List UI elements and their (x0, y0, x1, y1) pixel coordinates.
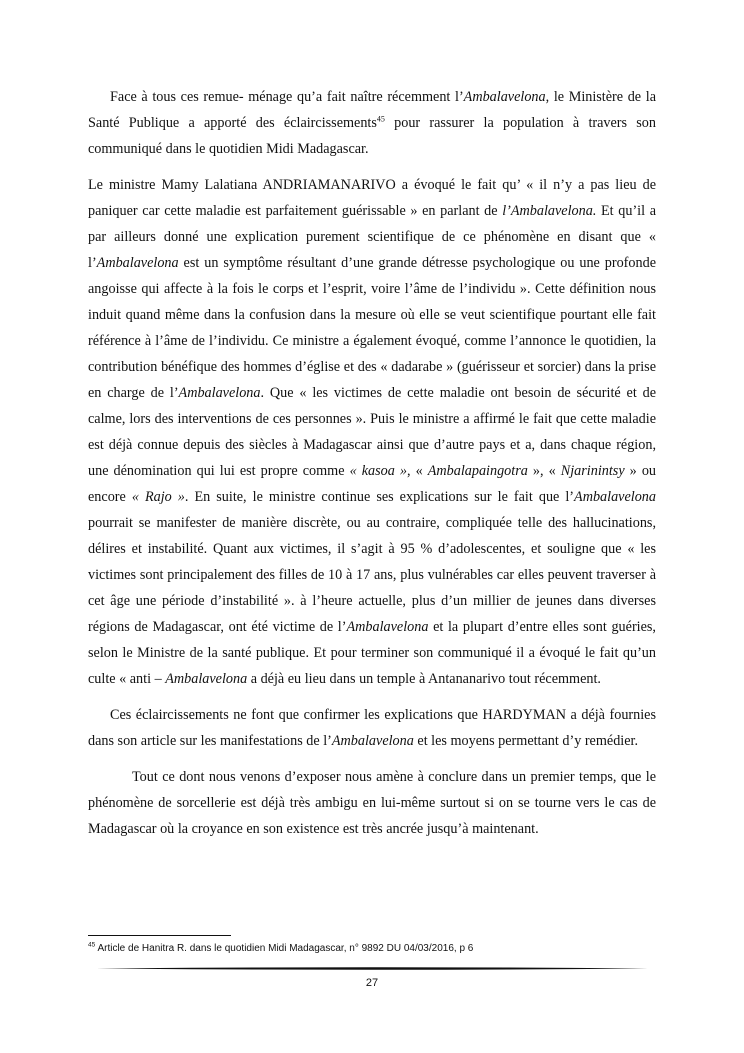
italic-term: l’Ambalavelona. (502, 203, 597, 219)
text-run: et les moyens permettant d’y remédier. (413, 733, 639, 749)
italic-term: Njarinintsy (560, 463, 625, 479)
text-run: Tout ce dont nous venons d’exposer nous amène à conclure dans un premier temps, que le phénomène de sorcellerie est déjà très ambigu en lui-même surtout si on se tourne vers le cas de Madagascar où la croyance en son existence est très ancrée jusqu’à maintenant. (88, 769, 656, 837)
italic-term: Ambalavelona (346, 619, 429, 635)
text-run: Et qu’il a par ailleurs donné une explication purement scientifique de ce phénomène en disant que « l’ (88, 203, 656, 271)
page-number: 27 (365, 977, 379, 989)
paragraph-4 (88, 764, 656, 842)
paragraph-1 (88, 84, 656, 162)
text-run: a déjà eu lieu dans un temple à Antananarivo tout récemment. (247, 671, 601, 687)
text-run: . Que « les victimes de cette maladie ont besoin de sécurité et de calme, lors des interventions de ces personnes ». Puis le ministre a affirmé le fait que cette maladie est déjà connue depuis des siècles à Madagascar ainsi que d’autre pays et a, dans chaque région, une dénomination qui lui est propre comme (88, 385, 657, 479)
text-run: » ou encore (88, 463, 657, 505)
italic-term: Ambalavelona (165, 671, 248, 687)
footnote (88, 942, 668, 956)
italic-term: Ambalavelona (96, 255, 179, 271)
text-run: Face à tous ces remue- ménage qu’a fait naître récemment l’ (110, 89, 464, 105)
italic-term: Ambalavelona (574, 489, 656, 505)
text-run: pour rassurer la population à travers son communiqué dans le quotidien Midi Madagascar. (88, 115, 656, 157)
footer-divider (96, 966, 648, 971)
text-run: Le ministre Mamy Lalatiana ANDRIAMANARIVO a évoqué le fait qu’ « il n’y a pas lieu de paniquer car cette maladie est parfaitement guérissable » en parlant de (88, 177, 656, 219)
text-run: et la plupart d’entre elles sont guéries, selon le Ministre de la santé publique. Et pour terminer son communiqué il a évoqué le fait qu’un culte « anti – (88, 619, 656, 687)
text-run: , le Ministère de la Santé Publique a apporté des éclaircissements (88, 89, 656, 131)
footnote-text: Article de Hanitra R. dans le quotidien Midi Madagascar, n° 9892 DU 04/03/2016, p 6 (95, 943, 474, 954)
italic-term: « kasoa » (349, 463, 407, 479)
text-run: pourrait se manifester de manière discrète, ou au contraire, compliquée telle des hallucinations, délires et instabilité. Quant aux victimes, il s’agit à 95 % d’adolescentes, et souligne que « les victimes sont principalement des filles de 10 à 17 ans, plus vulnérables car elles peuvent traverser à cet âge une période d’instabilité ». à l’heure actuelle, plus d’un millier de jeunes dans diverses régions de Madagascar, ont été victime de l’ (88, 515, 656, 635)
italic-term: Ambalavelona (463, 89, 546, 105)
italic-term: « Rajo » (131, 489, 185, 505)
italic-term: Ambalavelona (178, 385, 261, 401)
text-run: Ces éclaircissements ne font que confirmer les explications que HARDYMAN a déjà fournies dans son article sur les manifestations de l’ (88, 707, 656, 749)
text-run: est un symptôme résultant d’une grande détresse psychologique ou une profonde angoisse qui affecte à la fois le corps et l’esprit, voire l’âme de l’individu ». Cette définition nous induit quand même dans la confusion dans la mesure où elle se veut scientifique pourtant elle fait référence à l’âme de l’individu. Ce ministre a également évoqué, comme l’annonce le quotidien, la contribution bénéfique des hommes d’église et des « dadarabe » (guérisseur et sorcier) dans la prise en charge de l’ (88, 255, 656, 401)
body-text (88, 84, 656, 852)
footnote-reference: 45 (376, 114, 385, 124)
text-run: , « (406, 463, 428, 479)
paragraph-2 (88, 172, 656, 692)
italic-term: Ambalapaingotra (427, 463, 528, 479)
text-run: . En suite, le ministre continue ses explications sur le fait que l’ (184, 489, 575, 505)
italic-term: Ambalavelona (331, 733, 414, 749)
paragraph-3 (88, 702, 656, 754)
footnote-number: 45 (88, 941, 96, 949)
footnote-separator (88, 935, 231, 936)
text-run: », « (527, 463, 561, 479)
